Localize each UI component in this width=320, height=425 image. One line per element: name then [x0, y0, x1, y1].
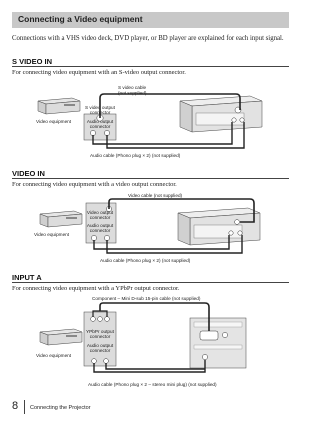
audio-out-right-jack	[104, 130, 109, 135]
section-desc-input-a: For connecting video equipment with a YPbPr output connector.	[12, 285, 180, 292]
intro-paragraph: Connections with a VHS video deck, DVD player, or BD player are explained for each input signal.	[12, 35, 284, 42]
output2-label-line2: connector	[89, 348, 111, 353]
equipment-label: Video equipment	[34, 232, 70, 237]
cable-top-label-line2: (not supplied)	[118, 90, 147, 96]
audio-out-left-jack	[90, 130, 95, 135]
output1-label-line1: YPbPr output	[86, 329, 114, 334]
output1-label-line2: connector	[89, 110, 111, 115]
cable-bottom-label: Audio cable (Phono plug × 2) (not supplied)	[100, 258, 191, 263]
banner-title: Connecting a Video equipment	[18, 14, 143, 24]
projector-panel-illustration	[190, 318, 246, 368]
footer-section-title: Connecting the Projector	[30, 405, 91, 411]
output1-label-line1: Video output	[86, 210, 114, 215]
pb-output-jack	[98, 317, 103, 322]
projector-illustration	[180, 96, 262, 132]
diagram-video-in	[34, 193, 260, 263]
output1-label-line1: S video output	[85, 105, 115, 110]
cable-top-label: Video cable (not supplied)	[128, 193, 183, 198]
output2-label-line1: Audio output	[86, 119, 114, 124]
output2-label-line1: Audio output	[86, 343, 114, 348]
equipment-label: Video equipment	[36, 119, 72, 124]
diagram-input-a	[36, 296, 246, 387]
audio-out-right-jack	[104, 359, 109, 364]
output2-label-line1: Audio output	[86, 223, 114, 228]
cable-top-label: Component – Mini D-sub 15-pin cable (not supplied)	[92, 296, 201, 301]
audio-input-jack	[202, 354, 207, 359]
output2-label-line2: connector	[89, 124, 111, 129]
output1-label-line2: connector	[89, 215, 111, 220]
equipment-label: Video equipment	[36, 353, 72, 358]
mini-d-sub-input-port	[200, 331, 218, 340]
footer-divider	[24, 400, 25, 414]
diagram-s-video-in	[36, 85, 262, 158]
audio-out-left-jack	[91, 235, 96, 240]
section-desc-s-video-in: For connecting video equipment with an S-video output connector.	[12, 69, 186, 76]
output1-label-line2: connector	[89, 334, 111, 339]
section-title-s-video-in: S VIDEO IN	[12, 57, 53, 66]
cable-top-label-line1: S video cable	[118, 85, 147, 90]
projector-illustration	[178, 208, 260, 245]
section-title-video-in: VIDEO IN	[12, 169, 45, 178]
section-desc-video-in: For connecting video equipment with a video output connector.	[12, 181, 177, 188]
video-equipment-illustration	[40, 211, 82, 227]
page-number: 8	[12, 400, 19, 412]
audio-out-right-jack	[104, 235, 109, 240]
cable-bottom-label: Audio cable (Phono plug × 2) (not supplied)	[90, 153, 181, 158]
output2-label-line2: connector	[89, 228, 111, 233]
cable-bottom-label: Audio cable (Phono plug × 2 – stereo mini plug) (not supplied)	[88, 382, 217, 387]
section-title-input-a: INPUT A	[12, 273, 42, 282]
video-equipment-illustration	[40, 329, 82, 345]
audio-out-left-jack	[92, 359, 97, 364]
y-output-jack	[91, 317, 96, 322]
pr-output-jack	[105, 317, 110, 322]
video-equipment-illustration	[38, 98, 80, 114]
